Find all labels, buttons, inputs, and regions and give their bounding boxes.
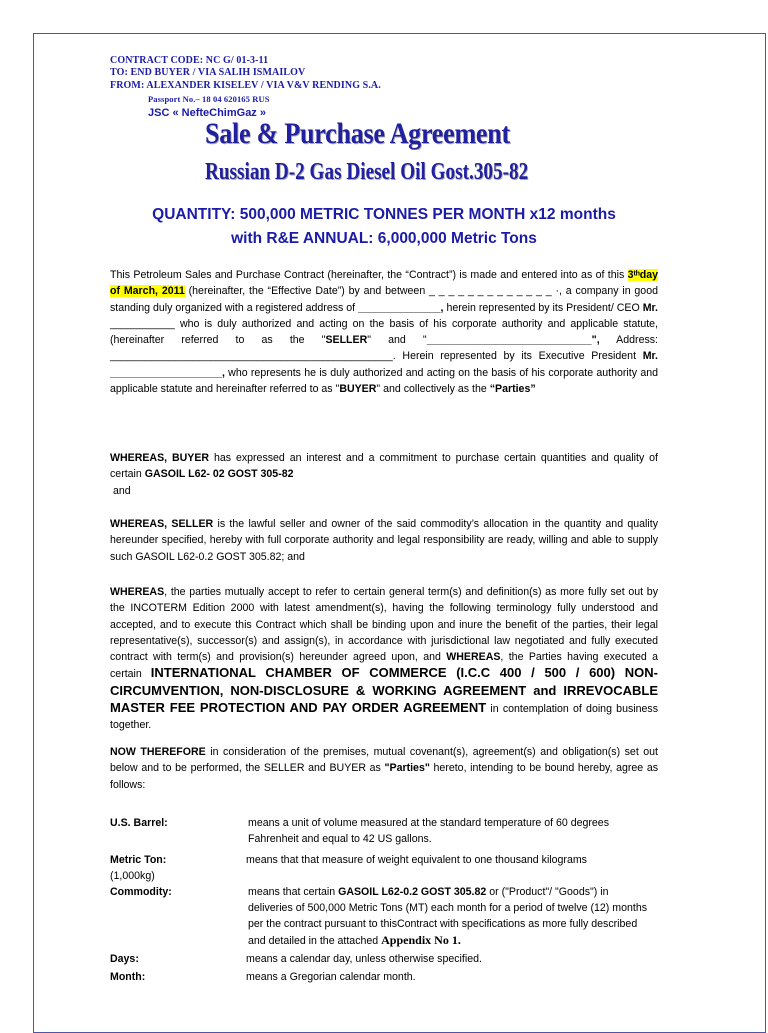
definition-meaning: means a unit of volume measured at the standard temperature of 60 degrees Fahrenheit and equal to 42 US gallons. — [248, 817, 609, 845]
company-name: JSC « NefteChimGaz » — [148, 107, 266, 119]
document-subtitle: Russian D-2 Gas Diesel Oil Gost.305-82 — [205, 159, 529, 185]
definition-term: Commodity: — [110, 886, 172, 898]
definition-term: Month: — [110, 971, 146, 983]
document-title: Sale & Purchase Agreement — [205, 117, 510, 150]
quantity-line-2: with R&E ANNUAL: 6,000,000 Metric Tons — [231, 230, 537, 247]
appendix-ref: Appendix No 1. — [381, 933, 461, 947]
definition-term-sub: (1,000kg) — [110, 870, 155, 882]
intro-paragraph: This Petroleum Sales and Purchase Contract (hereinafter, the “Contract”) is made and entered into as of this 3ᵗʰday of March, 2011 (hereinafter, the “Effective Date”) by and between _ _ _ _ _ _ _ _ _ _ _ _ _ ·, a company in good standing duly organized with a registered address of ______________, herein represented by its President/ CEO Mr. ___________ who is duly authorized and acting on the basis of his corporate authority and applicable statute, (hereinafter referred to as the "SELLER" and "____________________________", Address: ________________________________________________. Herein represented by its Executive President Mr. ___________________, who represents he is duly authorized and acting on the basis of his corporate authority and applicable statute and hereinafter referred to as "BUYER" and collectively as the “Parties” — [110, 269, 658, 396]
now-therefore-paragraph: NOW THEREFORE in consideration of the premises, mutual covenant(s), agreement(s) and obligation(s) set out below and to be performed, the SELLER and BUYER as "Parties" hereto, intending to be bound hereby, agree as follows: — [110, 746, 659, 791]
quantity-line-1: QUANTITY: 500,000 METRIC TONNES PER MONTH x12 months — [152, 206, 616, 223]
effective-date: 3ᵗʰday of March, 2011 — [110, 269, 658, 298]
definition-meaning: means that certain GASOIL L62-0.2 GOST 305.82 or ("Product"/ "Goods") in deliveries of 500,000 Metric Tons (MT) each month for a period of twelve (12) months per the contract pursuant to thisContract with specifications as more fully described and detailed in the attached Appendix No 1. — [248, 886, 648, 947]
definition-meaning: means a calendar day, unless otherwise specified. — [246, 953, 482, 965]
definition-term: Metric Ton: — [110, 854, 167, 866]
whereas-buyer-paragraph: WHEREAS, BUYER has expressed an interest and a commitment to purchase certain quantities and quality of certain GASOIL L62- 02 GOST 305-82 and — [110, 452, 658, 497]
definition-meaning: means a Gregorian calendar month. — [246, 971, 416, 983]
icc-agreement-text: INTERNATIONAL CHAMBER OF COMMERCE (I.C.C 400 / 500 / 600) NON-CIRCUMVENTION, NON-DISCLOSURE & WORKING AGREEMENT and IRREVOCABLE MASTER FEE PROTECTION AND PAY ORDER AGREEMENT — [110, 665, 658, 716]
definition-term: U.S. Barrel: — [110, 817, 168, 829]
definition-term: Days: — [110, 953, 139, 965]
whereas-terms-paragraph: WHEREAS, the parties mutually accept to refer to certain general term(s) and definition(s) as more fully set out by the INCOTERM Edition 2000 with latest amendment(s), having the following terminology fully understood and accepted, and to execute this Contract which shall be binding upon and inure the benefit of the parties, their legal representative(s), successor(s) and assign(s), in accordance with jurisdictional law negotiated and fully executed contract with term(s) and provision(s) hereunder agreed upon, and WHEREAS, the Parties having executed a certain INTERNATIONAL CHAMBER OF COMMERCE (I.C.C 400 / 500 / 600) NON-CIRCUMVENTION, NON-DISCLOSURE & WORKING AGREEMENT and IRREVOCABLE MASTER FEE PROTECTION AND PAY ORDER AGREEMENT in contemplation of doing business together. — [110, 586, 658, 732]
contract-code: CONTRACT CODE: NC G/ 01-3-11 — [110, 55, 269, 66]
to-line: TO: END BUYER / VIA SALIH ISMAILOV — [110, 67, 306, 78]
definition-meaning: means that that measure of weight equivalent to one thousand kilograms — [246, 854, 587, 866]
whereas-seller-paragraph: WHEREAS, SELLER is the lawful seller and owner of the said commodity’s allocation in the quantity and quality hereunder specified, hereby with full corporate authority and legal responsibility are ready, willing and able to supply such GASOIL L62-0.2 GOST 305.82; and — [110, 518, 659, 563]
passport-line: Passport No.– 18 04 620165 RUS — [148, 94, 270, 104]
from-line: FROM: ALEXANDER KISELEV / VIA V&V RENDING S.A. — [110, 80, 381, 91]
